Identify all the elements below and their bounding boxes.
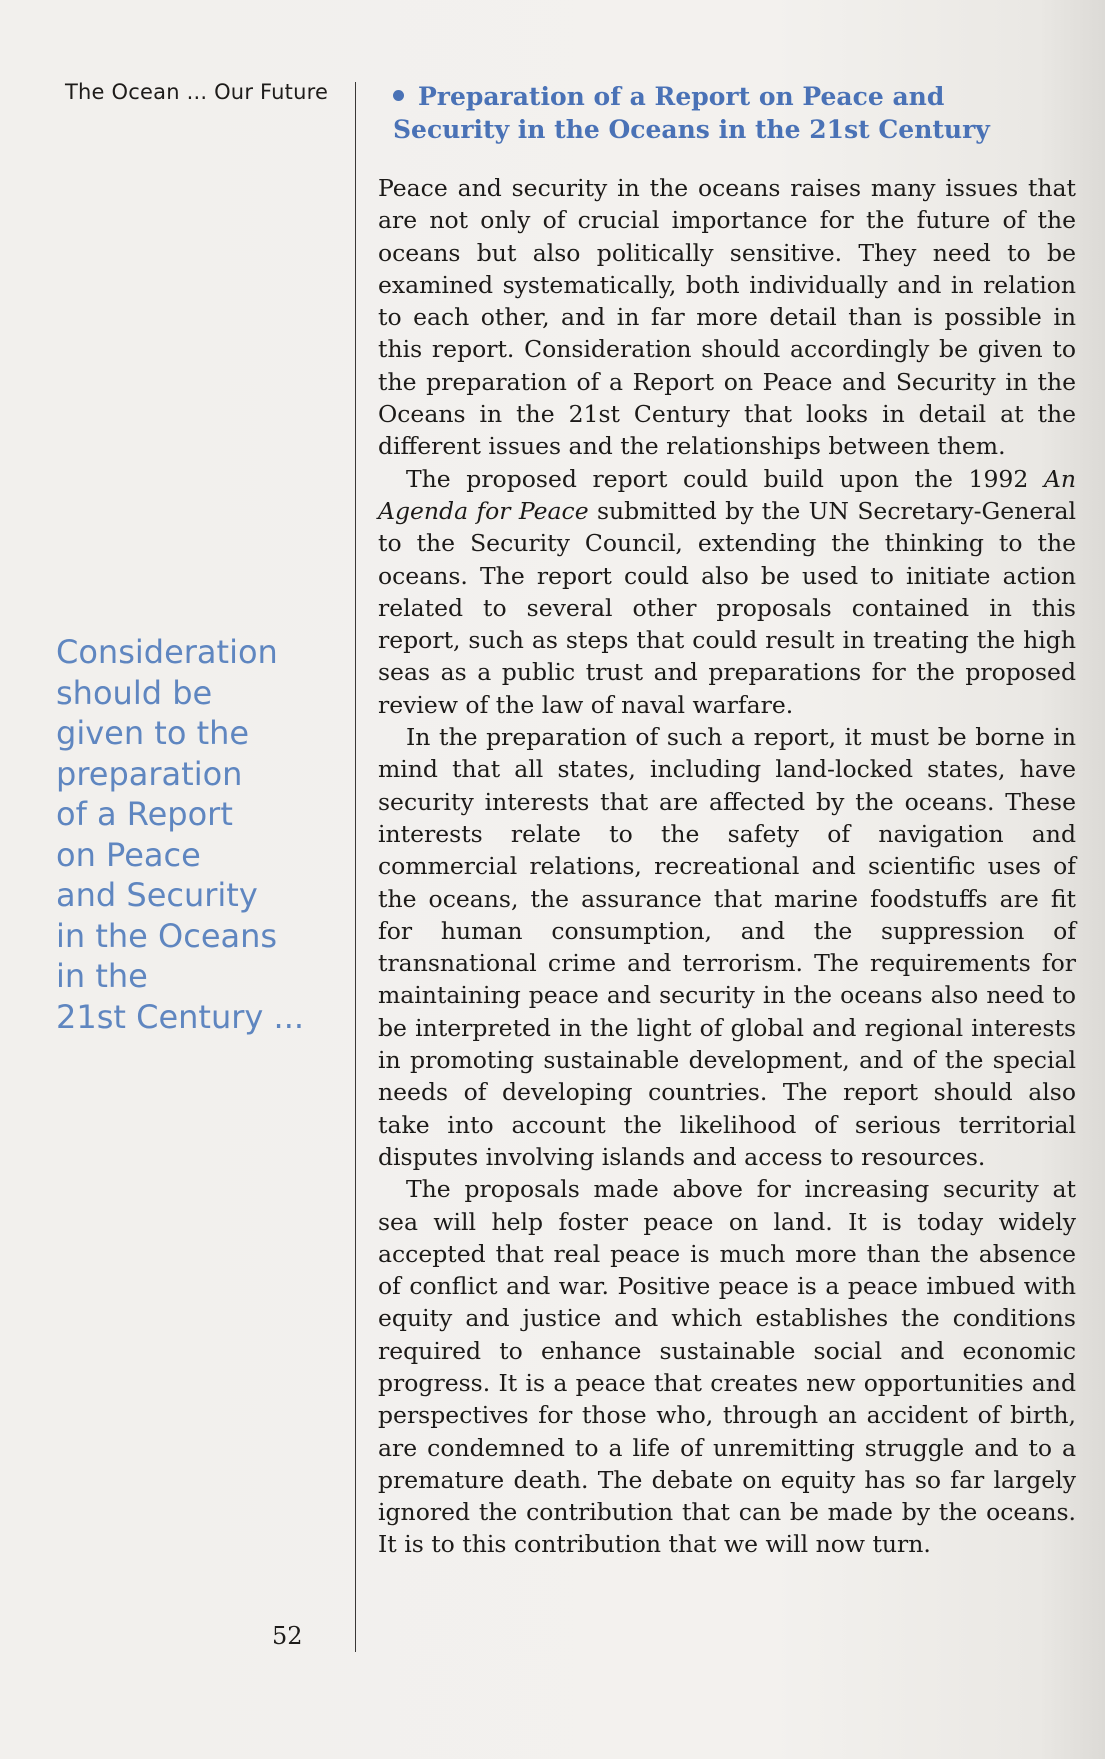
paragraph-2 xyxy=(378,463,1076,721)
paragraph-2-lead: The proposed report could build upon the 1992 xyxy=(406,464,1044,493)
pull-quote: Consideration should be given to the preparation of a Report on Peace and Security in the Oceans in the 21st Century ... xyxy=(56,633,305,1036)
paragraph-3: In the preparation of such a report, it must be borne in mind that all states, including land-locked states, have security interests that are affected by the oceans. These interests relate to the safety of navigation and commercial relations, recreational and scientific uses of the oceans, the assurance that marine foodstuffs are fit for human consumption, and the suppression of transnational crime and terrorism. The requirements for maintaining peace and security in the oceans also need to be interpreted in the light of global and regional interests in promoting sustainable development, and of the special needs of developing countries. The report should also take into account the likelihood of serious territorial disputes involving islands and access to resources. xyxy=(378,723,1076,1171)
paragraph-1: Peace and security in the oceans raises many issues that are not only of crucial importance for the future of the oceans but also politically sensitive. They need to be examined systematically, both individually and in relation to each other, and in far more detail than is possible in this report. Consideration should accordingly be given to the preparation of a Report on Peace and Security in the Oceans in the 21st Century that looks in detail at the different issues and the relationships between them. xyxy=(378,174,1076,461)
bullet-icon xyxy=(393,90,404,101)
section-heading-text: Preparation of a Report on Peace and Security in the Oceans in the 21st Century xyxy=(393,82,990,144)
publication-title: An Agenda for Peace xyxy=(378,464,1076,525)
paragraph-2-rest: submitted by the UN Secretary-General to the Security Council, extending the thinking to the oceans. The report could also be used to initiate action related to several other proposals contained in this report, such as steps that could result in treating the high seas as a public trust and preparations for the proposed review of the law of naval warfare. xyxy=(378,496,1077,719)
paragraph-4: The proposals made above for increasing security at sea will help foster peace on land. It is today widely accepted that real peace is much more than the absence of conflict and war. Positive peace is a peace imbued with equity and justice and which establishes the conditions required to enhance sustainable social and economic progress. It is a peace that creates new opportunities and perspectives for those who, through an accident of birth, are condemned to a life of unremitting struggle and to a premature death. The debate on equity has so far largely ignored the contribution that can be made by the oceans. It is to this contribution that we will now turn. xyxy=(378,1175,1076,1559)
section-heading xyxy=(393,80,1093,146)
running-head: The Ocean ... Our Future xyxy=(65,80,329,104)
page-number: 52 xyxy=(272,1622,303,1650)
column-divider xyxy=(355,82,356,1652)
body-text xyxy=(378,172,1076,1561)
